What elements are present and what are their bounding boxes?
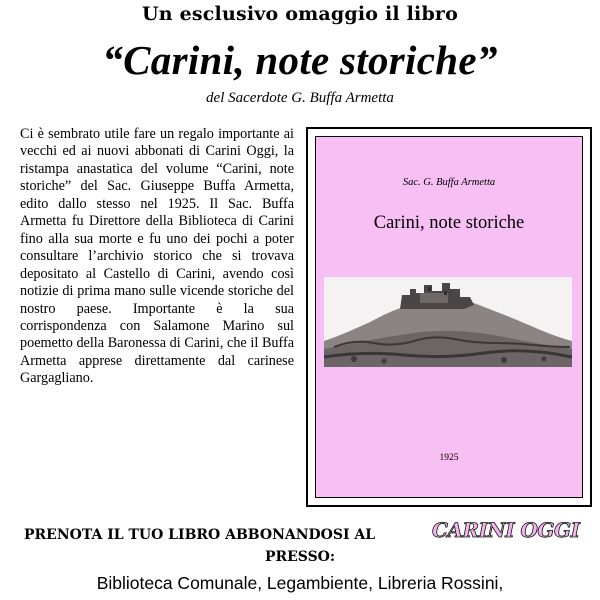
cover-author: Sac. G. Buffa Armetta [402, 177, 496, 188]
cover-title: Carini, note storiche [373, 213, 525, 233]
book-author-line: del Sacerdote G. Buffa Armetta [206, 90, 394, 106]
presso-label: PRESSO: [264, 549, 336, 565]
book-cover-image [306, 127, 592, 507]
book-cover-border [308, 129, 590, 505]
article-body: Ci è sembrato utile fare un regalo importante ai vecchi ed ai nuovi abbonati di Carini Oggi, la ristampa anastatica del volume “Carini, note storiche” del Sac. Giuseppe Buffa Armetta, edito dallo stesso nel 1925. Il Sac. Buffa Armetta fu Direttore della Biblioteca di Carini fino alla sua morte e fu uno dei pochi a poter consultare l’archivio storico che si trovava depositato al Castello di Carini, avendo così notizie di prima mano sulle vicende storiche del nostro paese. Importante è la sua corrispondenza con Salamone Marino sul poemetto della Baronessa di Carini, che il Buffa Armetta apprese direttamente dal carinese Gargagliano. [20, 126, 294, 387]
castle-photo [324, 277, 572, 367]
cover-year: 1925 [439, 453, 459, 463]
book-cover-page [315, 136, 583, 498]
header-subtitle: Un esclusivo omaggio il libro [141, 3, 459, 25]
prenota-line: PRENOTA IL TUO LIBRO ABBONANDOSI AL [24, 527, 376, 543]
book-title-heading: “Carini, note storiche” [102, 37, 498, 83]
carini-oggi-logo: CARINI OGGI [432, 518, 580, 542]
locations-list: Biblioteca Comunale, Legambiente, Libreria Rossini, [96, 573, 504, 593]
